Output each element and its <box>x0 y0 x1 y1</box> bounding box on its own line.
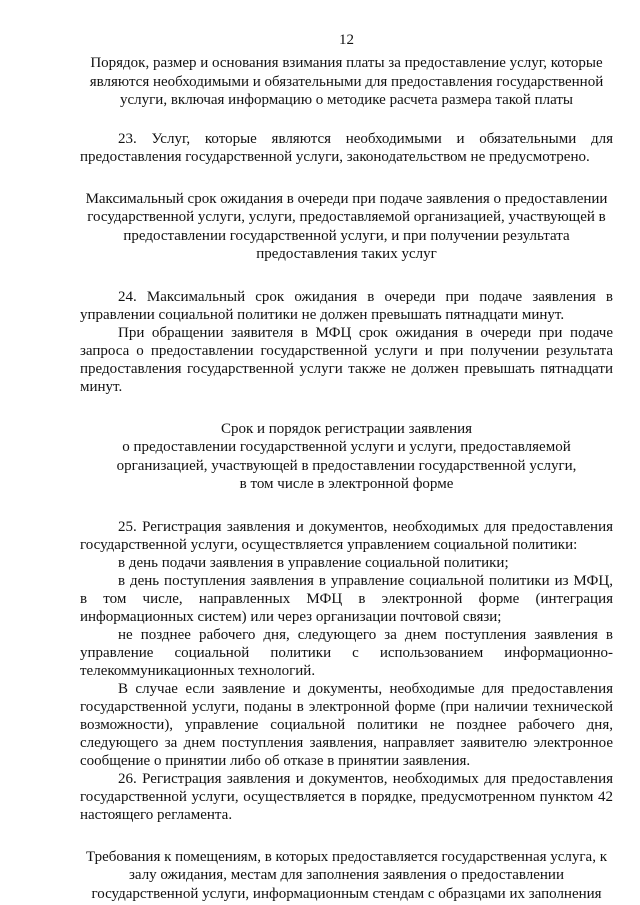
paragraph-24-mfc: При обращении заявителя в МФЦ срок ожидания в очереди при подаче запроса о предоставлении государственной услуги и при получении результата предоставления государственной услуги также не должен превышать пятнадцати минут. <box>80 324 613 395</box>
document-page <box>80 30 613 903</box>
section-heading-fees: Порядок, размер и основания взимания платы за предоставление услуг, которые являются необходимыми и обязательными для предоставления государственной услуги, включая информацию о методике расчета размера такой платы <box>89 55 604 108</box>
paragraph-25-c: не позднее рабочего дня, следующего за днем поступления заявления в управление социальной политики с использованием информационно-телекоммуникационных технологий. <box>80 626 613 679</box>
paragraph-25: 25. Регистрация заявления и документов, необходимых для предоставления государственной услуги, осуществляется управлением социальной политики: <box>80 518 613 553</box>
section-heading-premises: Требования к помещениям, в которых предоставляется государственная услуга, к залу ожидания, местам для заполнения заявления о предоставлении государственной услуги, информационным стендам с образцами их заполнения <box>85 848 607 902</box>
paragraph-25-b: в день поступления заявления в управление социальной политики из МФЦ, в том числе, направленных МФЦ в электронной форме (интеграция информационных систем) или через организации почтовой связи; <box>80 572 613 625</box>
section-heading-registration-line1: Срок и порядок регистрации заявления <box>220 420 473 437</box>
section-heading-registration-line2: о предоставлении государственной услуги и услуги, предоставляемой организацией, участвующей в предоставлении государственной услуги, <box>116 439 577 474</box>
paragraph-24: 24. Максимальный срок ожидания в очереди при подаче заявления в управлении социальной политики не должен превышать пятнадцати минут. <box>80 288 613 323</box>
paragraph-25-d: В случае если заявление и документы, необходимые для предоставления государственной услуги, поданы в электронной форме (при наличии технической возможности), управление социальной политики не позднее рабочего дня, следующего за днем поступления заявления, направляет заявителю электронное сообщение о принятии либо об отказе в принятии заявления. <box>80 680 613 769</box>
paragraph-25-a: в день подачи заявления в управление социальной политики; <box>118 554 509 571</box>
paragraph-23: 23. Услуг, которые являются необходимыми и обязательными для предоставления государственной услуги, законодательством не предусмотрено. <box>80 130 613 165</box>
section-heading-queue-time: Максимальный срок ожидания в очереди при подаче заявления о предоставлении государственной услуги, услуги, предоставляемой организацией, участвующей в предоставлении государственной услуги, и при получении результата предоставления таких услуг <box>85 190 608 262</box>
page-number: 12 <box>339 32 354 48</box>
section-heading-registration-line3: в том числе в электронной форме <box>239 476 454 492</box>
paragraph-26: 26. Регистрация заявления и документов, необходимых для предоставления государственной услуги, осуществляется в порядке, предусмотренном пунктом 42 настоящего регламента. <box>80 770 613 823</box>
